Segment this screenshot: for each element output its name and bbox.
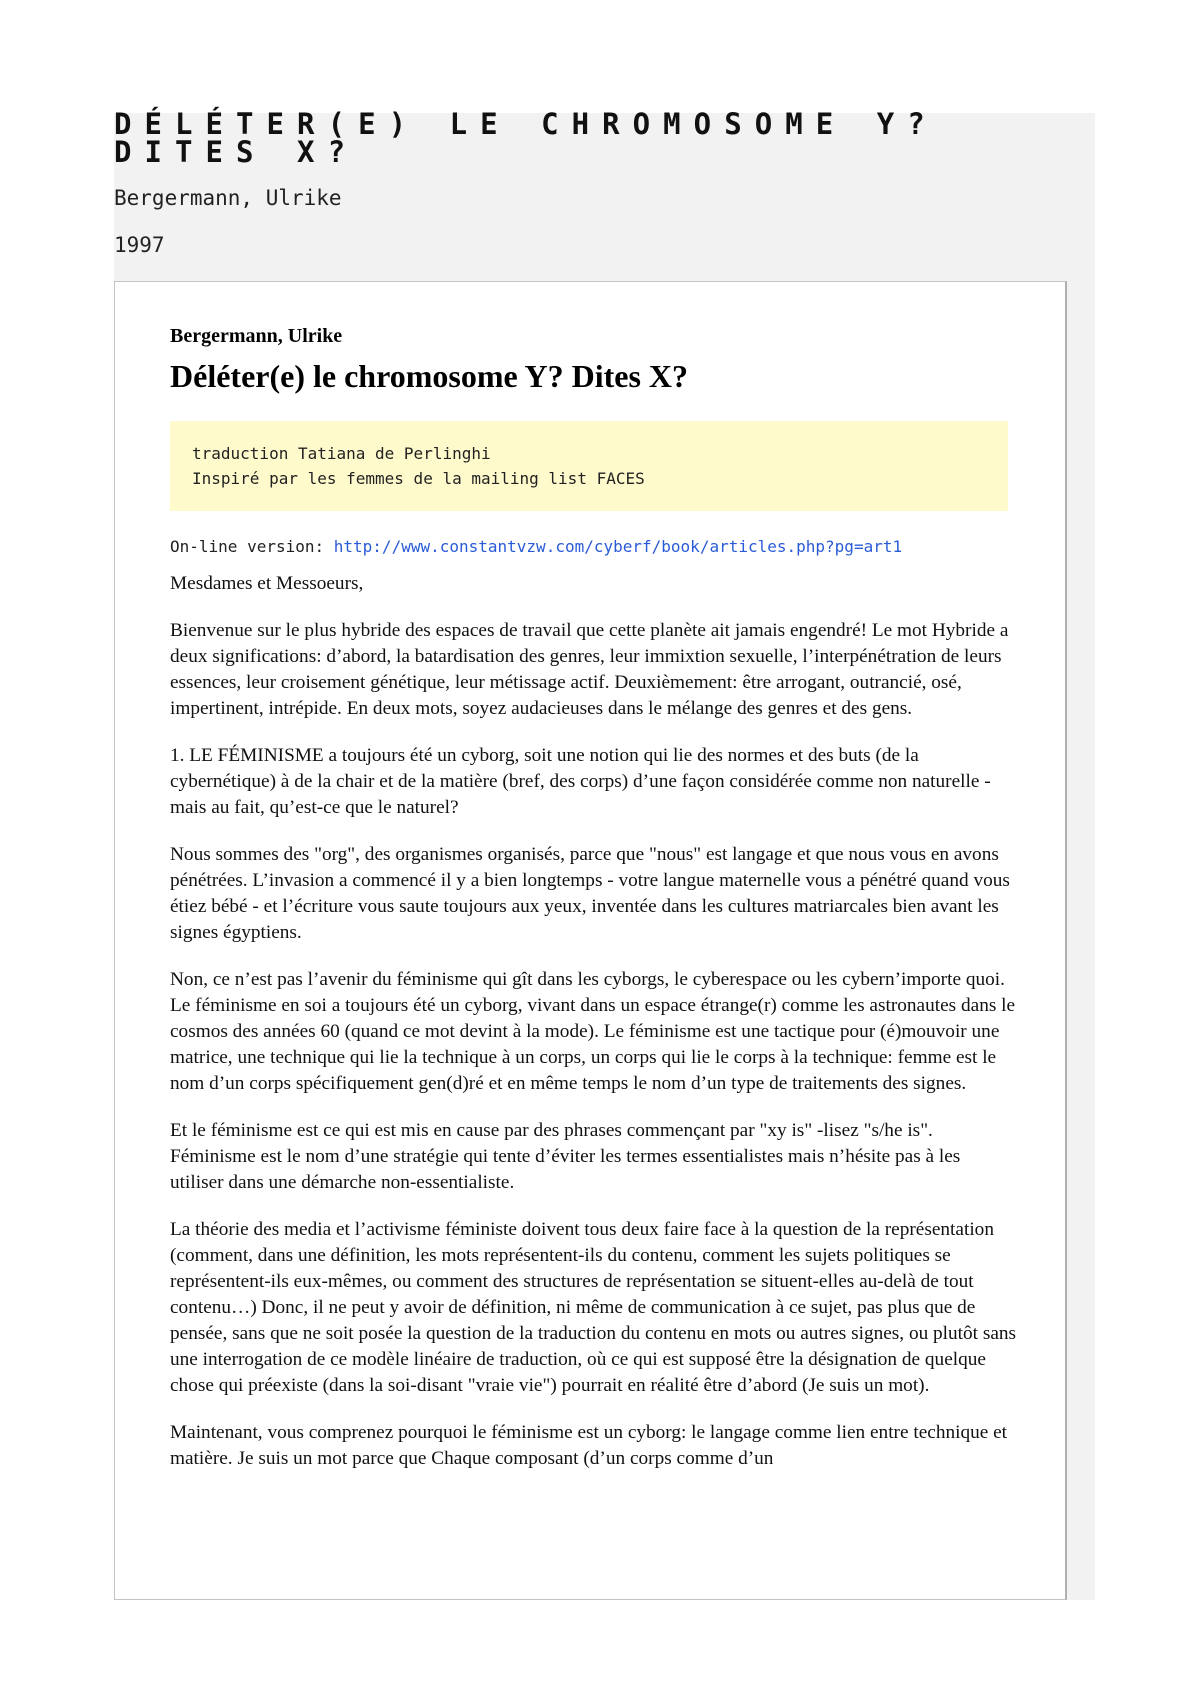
- paragraph: La théorie des media et l’activisme féministe doivent tous deux faire face à la question de la représentation (comment, dans une définition, les mots représentent-ils du contenu, comment les sujets politiques se représentent-ils eux-mêmes, ou comment des structures de représentation se situent-elles au-delà de tout contenu…) Donc, il ne peut y avoir de définition, ni même de communication à ce sujet, pas plus que de pensée, sans que ne soit posée la question de la traduction du contenu en mots ou autres signes, ou plutôt sans une interrogation de ce modèle linéaire de traduction, où ce qui est supposé être la désignation de quelque chose qui préexiste (dans la soi-disant "vraie vie") pourrait en réalité être d’abord (Je suis un mot).: [170, 1219, 1017, 1396]
- translation-note: [170, 421, 1008, 511]
- paragraph: Non, ce n’est pas l’avenir du féminisme qui gît dans les cyborgs, le cyberespace ou les cybern’importe quoi. Le féminisme en soi a toujours été un cyborg, vivant dans un espace étrange(r) comme les astronautes dans le cosmos des années 60 (quand ce mot devint à la mode). Le féminisme est une tactique pour (é)mouvoir une matrice, une technique qui lie la technique à un corps, un corps qui lie le corps à la technique: femme est le nom d’un corps spécifiquement gen(d)ré et en même temps le nom d’un type de traitements des signes.: [170, 969, 1016, 1094]
- translation-credit: traduction Tatiana de Perlinghi: [192, 444, 491, 463]
- paragraph: 1. LE FÉMINISME a toujours été un cyborg, soit une notion qui lie des normes et des buts (de la cybernétique) à de la chair et de la matière (bref, des corps) d’une façon considérée comme non naturelle - mais au fait, qu’est-ce que le naturel?: [170, 745, 991, 818]
- article-content: [170, 282, 1066, 1493]
- online-version-label: On-line version:: [170, 537, 334, 556]
- paragraph: Maintenant, vous comprenez pourquoi le féminisme est un cyborg: le langage comme lien entre technique et matière. Je suis un mot parce que Chaque composant (d’un corps comme d’un: [170, 1422, 1008, 1469]
- document-author: Bergermann, Ulrike: [114, 186, 342, 210]
- paragraph: Nous sommes des "org", des organismes organisés, parce que "nous" est langage et que nous vous en avons pénétrées. L’invasion a commencé il y a bien longtemps - votre langue maternelle vous a pénétré quand vous étiez bébé - et l’écriture vous saute toujours aux yeux, inventée dans les cultures matriarcales bien avant les signes égyptiens.: [170, 844, 1010, 943]
- online-version: [170, 537, 1066, 556]
- document-title: DÉLÉTER(E) LE CHROMOSOME Y? DITES X?: [114, 107, 938, 169]
- article-title: Déléter(e) le chromosome Y? Dites X?: [170, 358, 689, 394]
- paragraph-greeting: Mesdames et Messoeurs,: [170, 573, 364, 594]
- translation-inspiration: Inspiré par les femmes de la mailing list FACES: [192, 469, 645, 488]
- paragraph: Et le féminisme est ce qui est mis en cause par des phrases commençant par "xy is" -lisez "s/he is". Féminisme est le nom d’une stratégie qui tente d’éviter les termes essentialistes mais n’hésite pas à les utiliser dans une démarche non-essentialiste.: [170, 1120, 961, 1193]
- online-version-link[interactable]: http://www.constantvzw.com/cyberf/book/articles.php?pg=art1: [333, 537, 903, 556]
- article-body: [170, 571, 1018, 1472]
- article-author: Bergermann, Ulrike: [170, 325, 343, 347]
- paragraph: Bienvenue sur le plus hybride des espaces de travail que cette planète ait jamais engendré! Le mot Hybride a deux significations: d’abord, la batardisation des genres, leur immixtion sexuelle, l’interpénétration de leurs essences, leur croisement génétique, leur métissage actif. Deuxièmement: être arrogant, outrancié, osé, impertinent, intrépide. En deux mots, soyez audacieuses dans le mélange des genres et des gens.: [170, 620, 1009, 719]
- article-frame: [114, 281, 1067, 1600]
- document-year: 1997: [114, 233, 165, 257]
